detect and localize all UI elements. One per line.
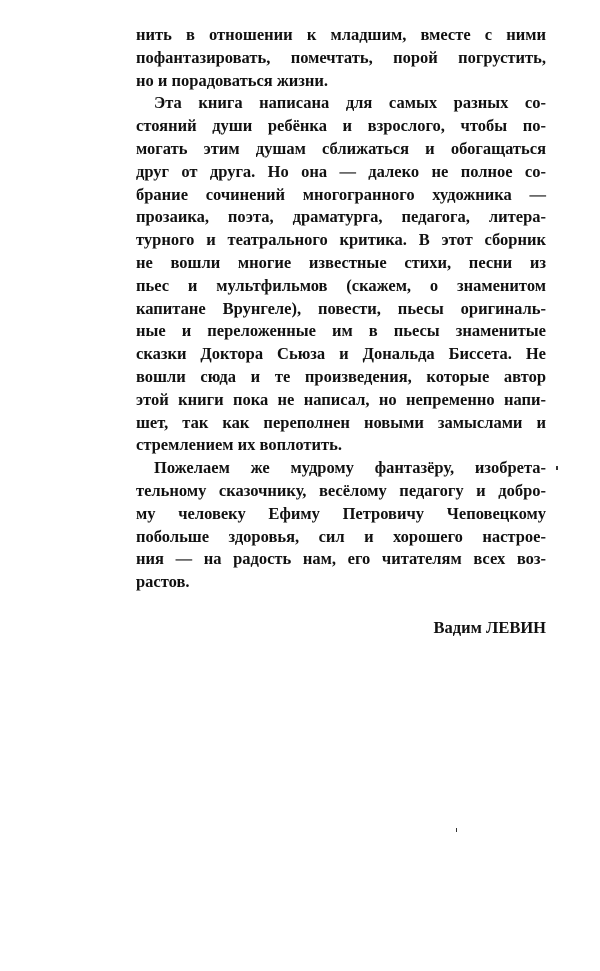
text-line: ния — на радость нам, его читателям всех воз- — [136, 549, 546, 569]
text-line: сказки Доктора Сьюза и Дональда Биссета. Не — [136, 344, 546, 364]
text-line: не вошли многие известные стихи, песни из — [136, 252, 546, 272]
text-line: растов. — [136, 572, 190, 592]
text-line: пофантазировать, помечтать, порой погрустить, — [136, 47, 546, 67]
text-line: могать этим душам сближаться и обогащаться — [136, 138, 546, 158]
text-line: стремлением их воплотить. — [136, 435, 342, 455]
text-line: ные и переложенные им в пьесы знаменитые — [136, 321, 546, 341]
text-line: прозаика, поэта, драматурга, педагога, литера- — [136, 207, 546, 227]
text-line: нить в отношении к младшим, вместе с ними — [136, 25, 546, 44]
text-line: капитане Врунгеле), повести, пьесы оригиналь- — [136, 298, 546, 318]
text-line: пьес и мультфильмов (скажем, о знаменитом — [136, 275, 546, 295]
text-line: побольше здоровья, сил и хорошего настрое- — [136, 526, 546, 546]
text-line: турного и театрального критика. В этот сборник — [136, 230, 546, 250]
text-line: Пожелаем же мудрому фантазёру, изобрета- — [154, 458, 546, 478]
paragraph-2 — [136, 92, 546, 457]
text-line: шет, так как переполнен новыми замыслами и — [136, 412, 546, 432]
text-line: Эта книга написана для самых разных со- — [154, 93, 546, 113]
text-line: этой книги пока не написал, но непременно напи- — [136, 389, 546, 409]
paragraph-1 — [136, 24, 546, 92]
scan-speck — [456, 828, 457, 832]
scan-speck — [556, 466, 558, 470]
author-signature: Вадим ЛЕВИН — [433, 618, 546, 637]
text-line: но и порадоваться жизни. — [136, 70, 329, 90]
text-line: тельному сказочнику, весёлому педагогу и добро- — [136, 480, 546, 500]
text-line: му человеку Ефиму Петровичу Чеповецкому — [136, 503, 546, 523]
text-line: друг от друга. Но она — далеко не полное со- — [136, 161, 546, 181]
text-line: стояний души ребёнка и взрослого, чтобы по- — [136, 116, 546, 136]
text-line: вошли сюда и те произведения, которые автор — [136, 366, 546, 386]
book-page-text — [136, 24, 546, 637]
paragraph-3 — [136, 457, 546, 594]
text-line: брание сочинений многогранного художника — — [136, 184, 546, 204]
